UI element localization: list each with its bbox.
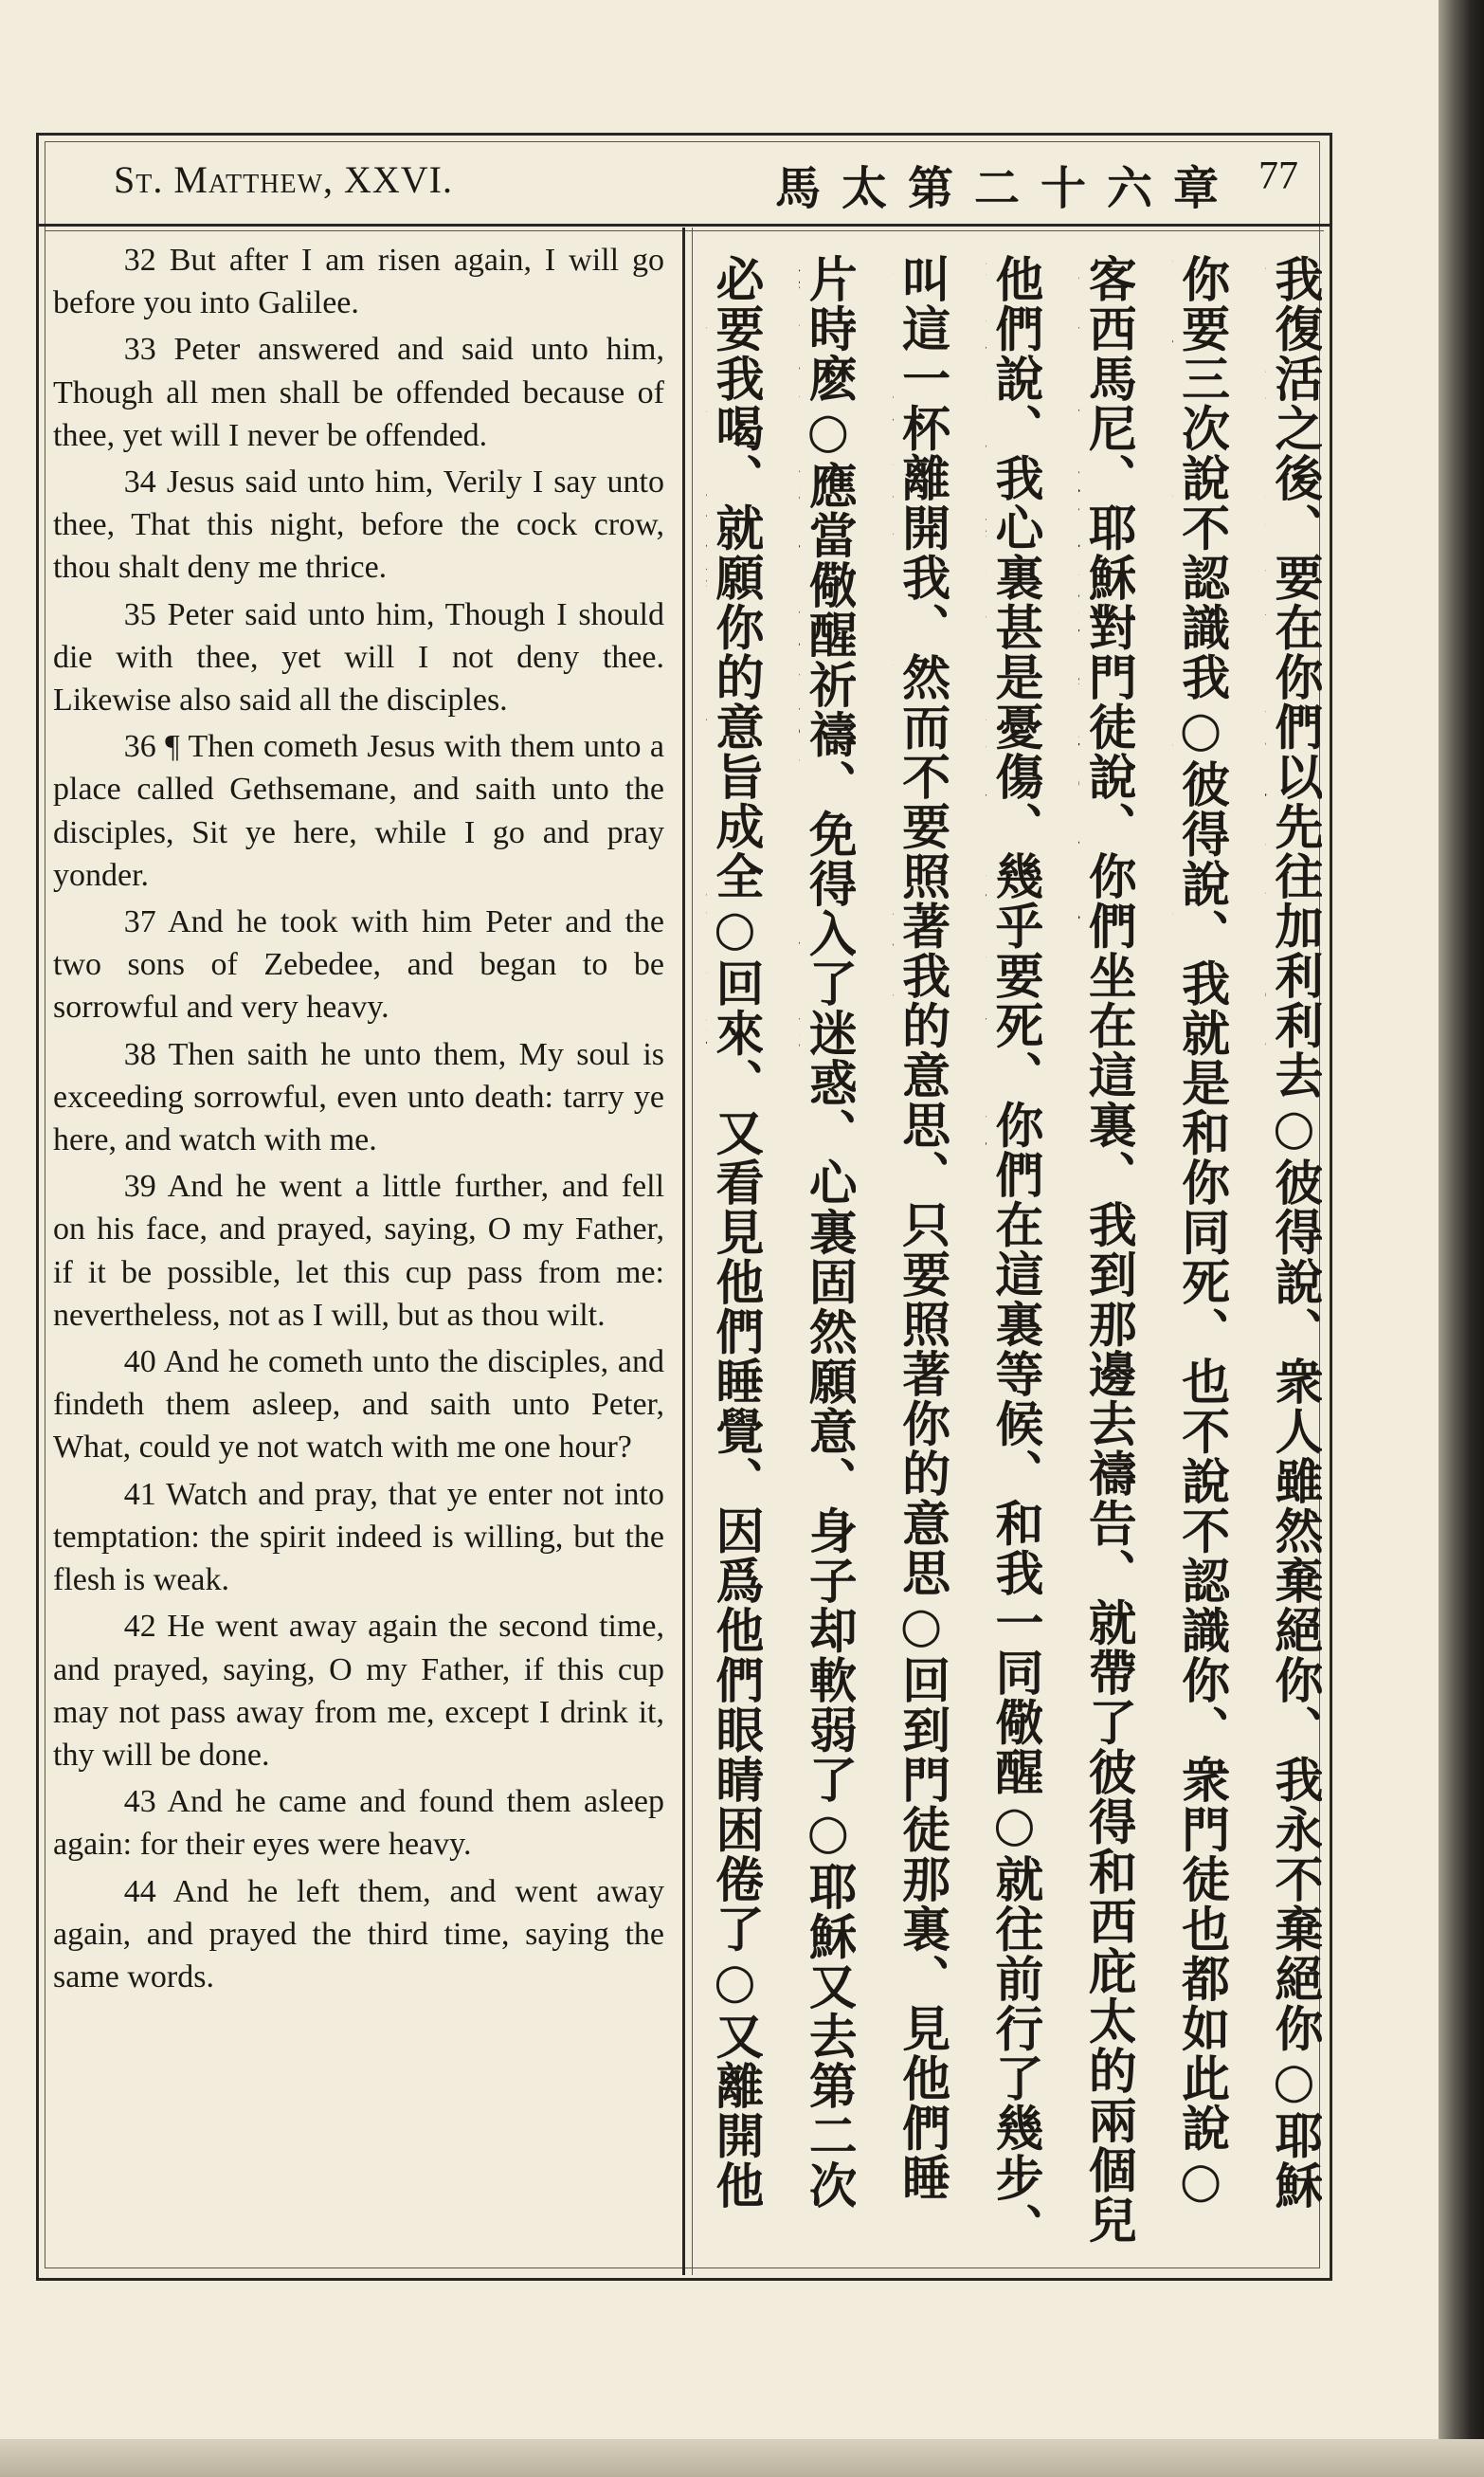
english-verse: [53, 1033, 664, 1162]
verse-text: But after I am risen again, I will go before you into Galilee.: [53, 243, 664, 321]
verse-number: 34: [123, 464, 156, 501]
verse-number: 42: [123, 1609, 156, 1645]
english-verse: [53, 1605, 664, 1776]
page-number: 77: [1258, 155, 1298, 198]
verse-text: He went away again the second time, and prayed, saying, O my Father, if this cup may not pass away from me, except I drink it, thy will be done.: [53, 1609, 665, 1773]
english-verse: [53, 461, 664, 590]
english-verse: [53, 901, 664, 1029]
english-verse: [53, 1473, 664, 1602]
verse-number: 41: [123, 1476, 156, 1512]
english-verse: [53, 725, 664, 897]
chinese-column: 叫這一杯離開我、然而不要照著我的意思、只要照著你的意思○回到門徒那裏、見他們睡: [893, 254, 950, 2203]
verse-text: ¶ Then cometh Jesus with them unto a place called Gethsemane, and saith unto the disciples, Sit ye here, while I go and pray yonder.: [53, 729, 664, 893]
english-verse: [53, 328, 664, 457]
verse-number: 37: [123, 904, 156, 940]
verse-number: 39: [123, 1169, 156, 1205]
chinese-text-columns: [706, 254, 1322, 2254]
english-verse: [53, 1780, 664, 1866]
verse-number: 33: [123, 332, 156, 368]
column-divider-thin: [692, 228, 693, 2275]
column-divider: [682, 228, 685, 2275]
english-verse: [53, 1340, 664, 1469]
verse-number: 38: [123, 1036, 156, 1072]
page-bottom-edge: [0, 2439, 1484, 2477]
verse-text: Then saith he unto them, My soul is exceeding sorrowful, even unto death: tarry ye here, and watch with me.: [53, 1036, 664, 1158]
verse-number: 44: [123, 1873, 156, 1909]
chinese-column: 片時麽○應當儆醒祈禱、免得入了迷惑、心裏固然願意、身子却軟弱了○耶穌又去第二次: [800, 254, 857, 2211]
english-verse: [53, 239, 664, 324]
chinese-running-title: 馬太第二十六章: [775, 162, 1240, 215]
chinese-column: 他們說、我心裏甚是憂傷、幾乎要死、你們在這裏等候、和我一同儆醒○就往前行了幾步、: [986, 254, 1042, 2252]
verse-text: And he took with him Peter and the two sons of Zebedee, and began to be sorrowful and very heavy.: [53, 904, 665, 1026]
verse-text: Jesus said unto him, Verily I say unto thee, That this night, before the cock crow, thou shalt deny me thrice.: [53, 464, 664, 586]
verse-text: Peter said unto him, Though I should die with thee, yet will I not deny thee. Likewise also said all the disciples.: [53, 596, 664, 719]
verse-number: 35: [123, 596, 156, 632]
header-rule: [36, 224, 1332, 227]
chinese-column: 我復活之後、要在你們以先往加利利去○彼得說、衆人雖然棄絕你、我永不棄絕你○耶穌: [1265, 254, 1322, 2211]
verse-text: Peter answered and said unto him, Though all men shall be offended because of thee, yet will I never be offended.: [53, 332, 665, 453]
english-text-column: [53, 239, 664, 2002]
verse-number: 32: [123, 243, 156, 278]
running-title: St. Matthew, XXVI.: [114, 158, 453, 201]
english-verse: [53, 1165, 664, 1337]
verse-text: And he cometh unto the disciples, and findeth them asleep, and saith unto Peter, What, could ye not watch with me one hour?: [53, 1344, 664, 1466]
english-verse: [53, 593, 664, 722]
verse-number: 43: [123, 1784, 156, 1820]
book-spine-edge: [1439, 0, 1484, 2477]
chinese-column: 必要我喝、就願你的意旨成全○回來、又看見他們睡覺、因爲他們眼睛困倦了○又離開他: [707, 254, 763, 2211]
verse-text: Watch and pray, that ye enter not into temptation: the spirit indeed is willing, but the flesh is weak.: [53, 1476, 664, 1598]
verse-text: And he went a little further, and fell on his face, and prayed, saying, O my Father, if it be possible, let this cup pass from me: nevertheless, not as I will, but as thou wilt.: [53, 1169, 665, 1333]
chinese-column: 客西馬尼、耶穌對門徒說、你們坐在這裏、我到那邊去禱告、就帶了彼得和西庇太的兩個兒: [1079, 254, 1136, 2245]
verse-number: 36: [123, 729, 156, 765]
english-verse: [53, 1870, 664, 1999]
verse-text: And he left them, and went away again, and prayed the third time, saying the same words.: [53, 1873, 665, 1994]
chinese-column: 你要三次說不認識我○彼得說、我就是和你同死、也不說不認識你、衆門徒也都如此說○: [1172, 254, 1229, 2211]
verse-number: 40: [123, 1344, 156, 1380]
verse-text: And he came and found them asleep again: for their eyes were heavy.: [53, 1784, 664, 1863]
